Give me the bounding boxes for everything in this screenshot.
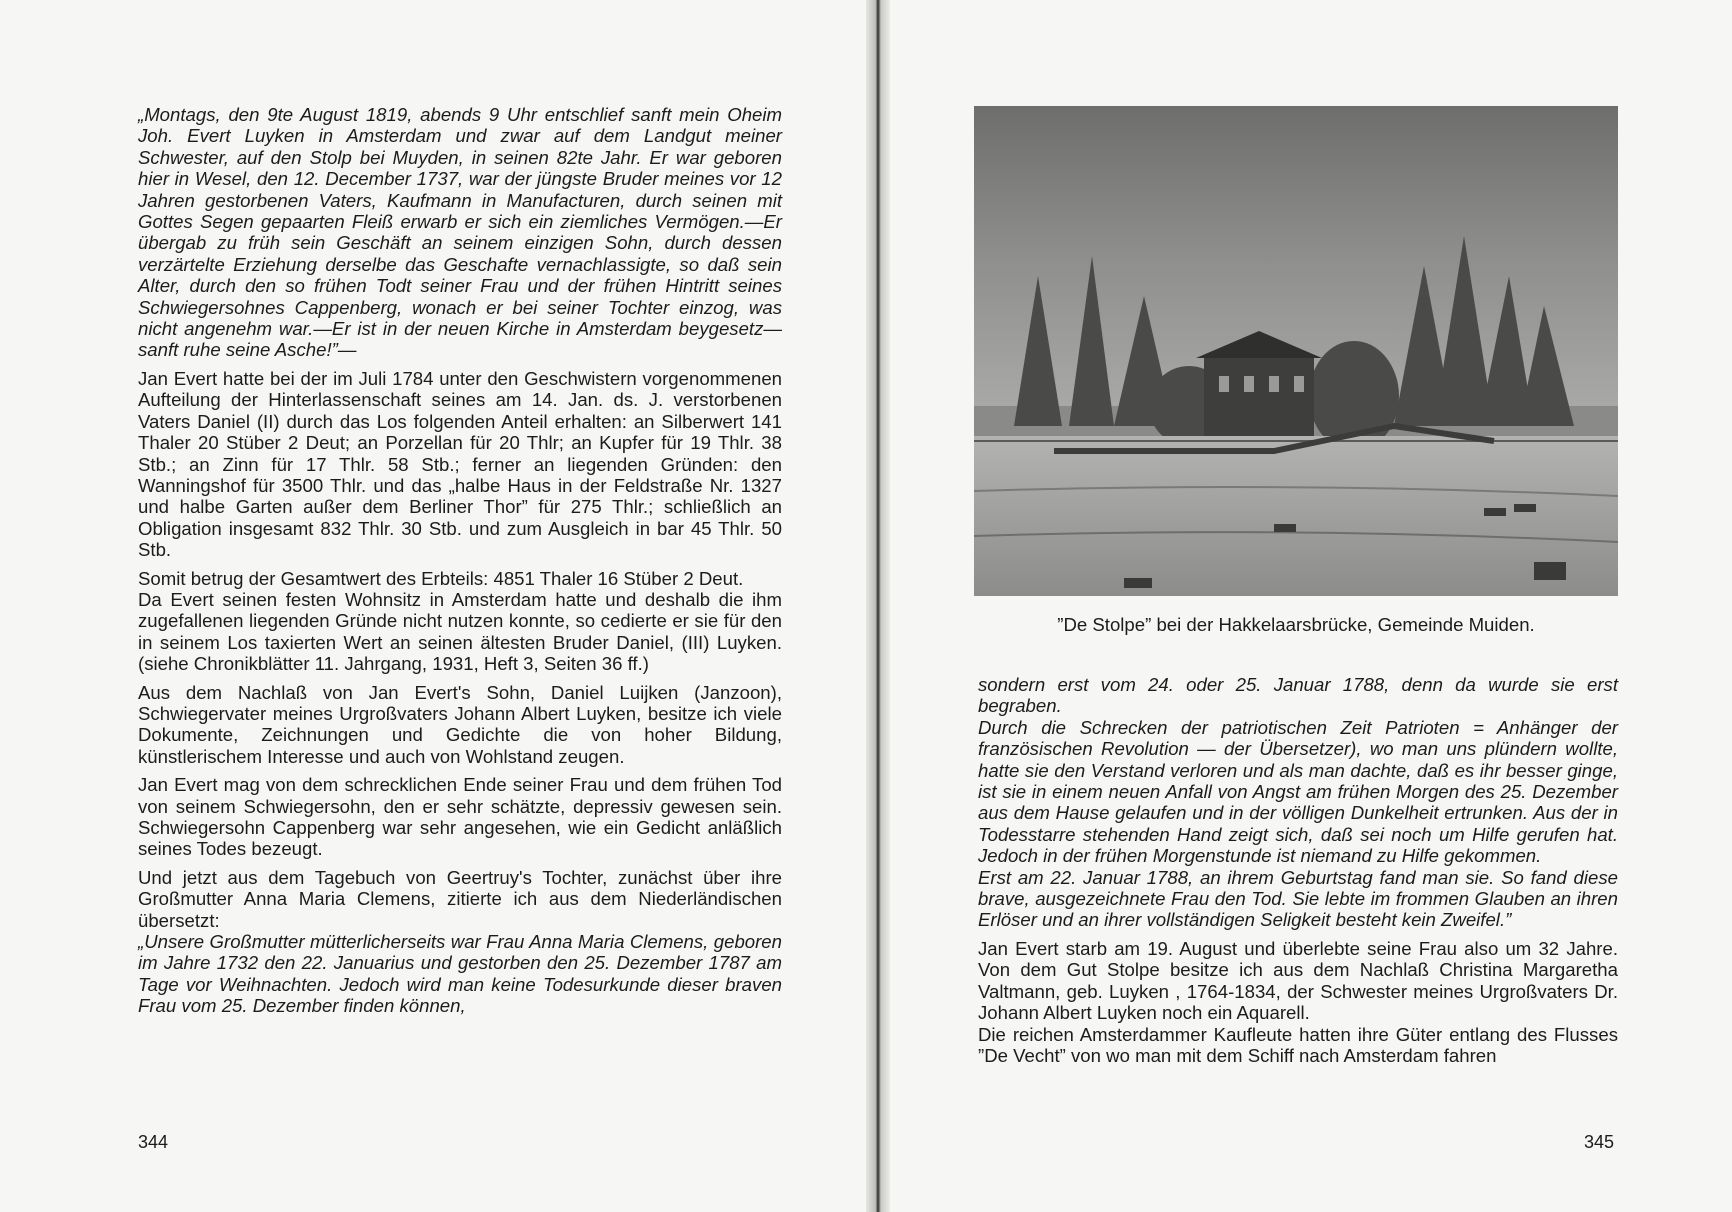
book-gutter: [866, 0, 890, 1212]
diary-quote-luyken: „Montags, den 9te August 1819, abends 9 Uhr entschlief sanft mein Oheim Joh. Evert Luyken in Amsterdam und zwar auf dem Landgut meiner Schwester, auf den Stolp bei Muyden, in seinen 82te Jahr. Er war geboren hier in Wesel, den 12. December 1737, war der jüngste Bruder meines vor 12 Jahren gestorbenen Vaters, Kaufmann in Manufacturen, durch seinen mit Gottes Segen gepaarten Fleiß erwarb er sich ein ziemliches Vermögen.—Er übergab zu früh sein Geschäft an seinem einzigen Sohn, durch dessen verzärtelte Erziehung derselbe das Geschafte vernachlassigte, so daß sein Alter, durch den so frühen Todt seiner Frau und der frühen Hintritt seines Schwiegersohnes Cappenberg, wonach er bei seiner Tochter einzog, was nicht angenehm war.—Er ist in der neuen Kirche in Amsterdam beygesetz—sanft ruhe seine Asche!”—: [138, 104, 782, 361]
page-number-right: 345: [1584, 1132, 1615, 1152]
paragraph-amsterdam-merchants: Die reichen Amsterdammer Kaufleute hatten ihre Güter entlang des Flusses ”De Vecht” von wo man mit dem Schiff nach Amsterdam fahren: [978, 1023, 1618, 1066]
diary-quote-clemens: „Unsere Großmutter mütterlicherseits war Frau Anna Maria Clemens, geboren im Jahre 1732 den 22. Januarius und gestorben den 25. Dezember 1787 am Tage vor Weihnachten. Jedoch wird man keine Todesurkunde dieser braven Frau vom 25. Dezember finden können,: [138, 931, 782, 1017]
paragraph-diary-intro: Und jetzt aus dem Tagebuch von Geertruy's Tochter, zunächst über ihre Großmutter Anna Maria Clemens, zitierte ich aus dem Niederländischen übersetzt:: [138, 866, 782, 931]
diary-quote-found: Erst am 22. Januar 1788, an ihrem Geburtstag fand man sie. So fand diese brave, ausgezeichnete Frau den Tod. Sie lebte im frommen Glauben an ihren Erlöser und an ihrer vollständigen Seligkeit besteht kein Zweifel.”: [978, 866, 1618, 931]
paragraph-total-value: Somit betrug der Gesamtwert des Erbteils: 4851 Thaler 16 Stüber 2 Deut.: [138, 567, 744, 589]
engraving-illustration: [974, 106, 1618, 596]
paragraph-jan-evert-death: Jan Evert starb am 19. August und überlebte seine Frau also um 32 Jahre. Von dem Gut Stolpe besitze ich aus dem Nachlaß Christina Margaretha Valtmann, geb. Luyken , 1764-1834, der Schwester meines Urgroßvaters Dr. Johann Albert Luyken noch ein Aquarell.: [978, 937, 1618, 1024]
diary-quote-burial: sondern erst vom 24. oder 25. Januar 1788, denn da wurde sie erst begraben.: [978, 674, 1618, 717]
left-page-text: [138, 104, 782, 1024]
diary-quote-drowning: Durch die Schrecken der patriotischen Zeit Patrioten = Anhänger der französischen Revolution — der Übersetzer), wo man uns plündern wollte, hatte sie den Verstand verloren und als man dachte, daß es ihr besser ginge, ist sie in einem neuen Anfall von Angst am frühen Morgen des 25. Dezember aus dem Hause gelaufen und in der völligen Dunkelheit ertrunken. Aus der in Todesstarre stehenden Hand zeigt sich, daß sei noch um Hilfe gerufen hat. Jedoch in der frühen Morgenstunde ist niemand zu Hilfe gekommen.: [978, 716, 1618, 867]
paragraph-inheritance: Jan Evert hatte bei der im Juli 1784 unter den Geschwistern vorgenommenen Aufteilung der Hinterlassenschaft seines am 14. Jan. ds. J. verstorbenen Vaters Daniel (II) durch das Los folgenden Anteil erhalten: an Silberwert 141 Thaler 20 Stüber 2 Deut; an Porzellan für 20 Thlr; an Kupfer für 19 Thlr. 38 Stb.; an Zinn für 17 Thlr. 58 Stb.; ferner an liegenden Gründen: den Wanningshof für 3500 Thlr. und das „halbe Haus in der Feldstraße Nr. 1327 und halbe Garten außer dem Berliner Thor” für 275 Thlr.; schließlich an Obligation insgesamt 832 Thlr. 30 Stb. und zum Ausgleich in bar 45 Thlr. 50 Stb.: [138, 367, 782, 561]
paragraph-estate-documents: Aus dem Nachlaß von Jan Evert's Sohn, Daniel Luijken (Janzoon), Schwiegervater meines Urgroßvaters Johann Albert Luyken, besitze ich viele Dokumente, Zeichnungen und Gedichte die von hoher Bildung, künstlerischem Interesse und auch von Wohlstand zeugen.: [138, 681, 782, 767]
paragraph-depression: Jan Evert mag von dem schrecklichen Ende seiner Frau und dem frühen Tod von seinem Schwiegersohn, den er sehr schätzte, depressiv gewesen sein. Schwiegersohn Cappenberg war sehr angesehen, wie ein Gedicht anläßlich seines Todes bezeugt.: [138, 774, 782, 860]
engraving-de-stolpe: [974, 106, 1618, 596]
figure-caption: ”De Stolpe” bei der Hakkelaarsbrücke, Gemeinde Muiden.: [1057, 614, 1535, 635]
right-page-text: [978, 674, 1618, 1073]
paragraph-cession: Da Evert seinen festen Wohnsitz in Amsterdam hatte und deshalb die ihm zugefallenen liegenden Gründe nicht nutzen konnte, so cedierte er sie für den in seinem Los taxierten Wert an seinen ältesten Bruder Daniel, (III) Luyken. (siehe Chronikblätter 11. Jahrgang, 1931, Heft 3, Seiten 36 ff.): [138, 588, 782, 675]
page-number-left: 344: [138, 1132, 169, 1152]
